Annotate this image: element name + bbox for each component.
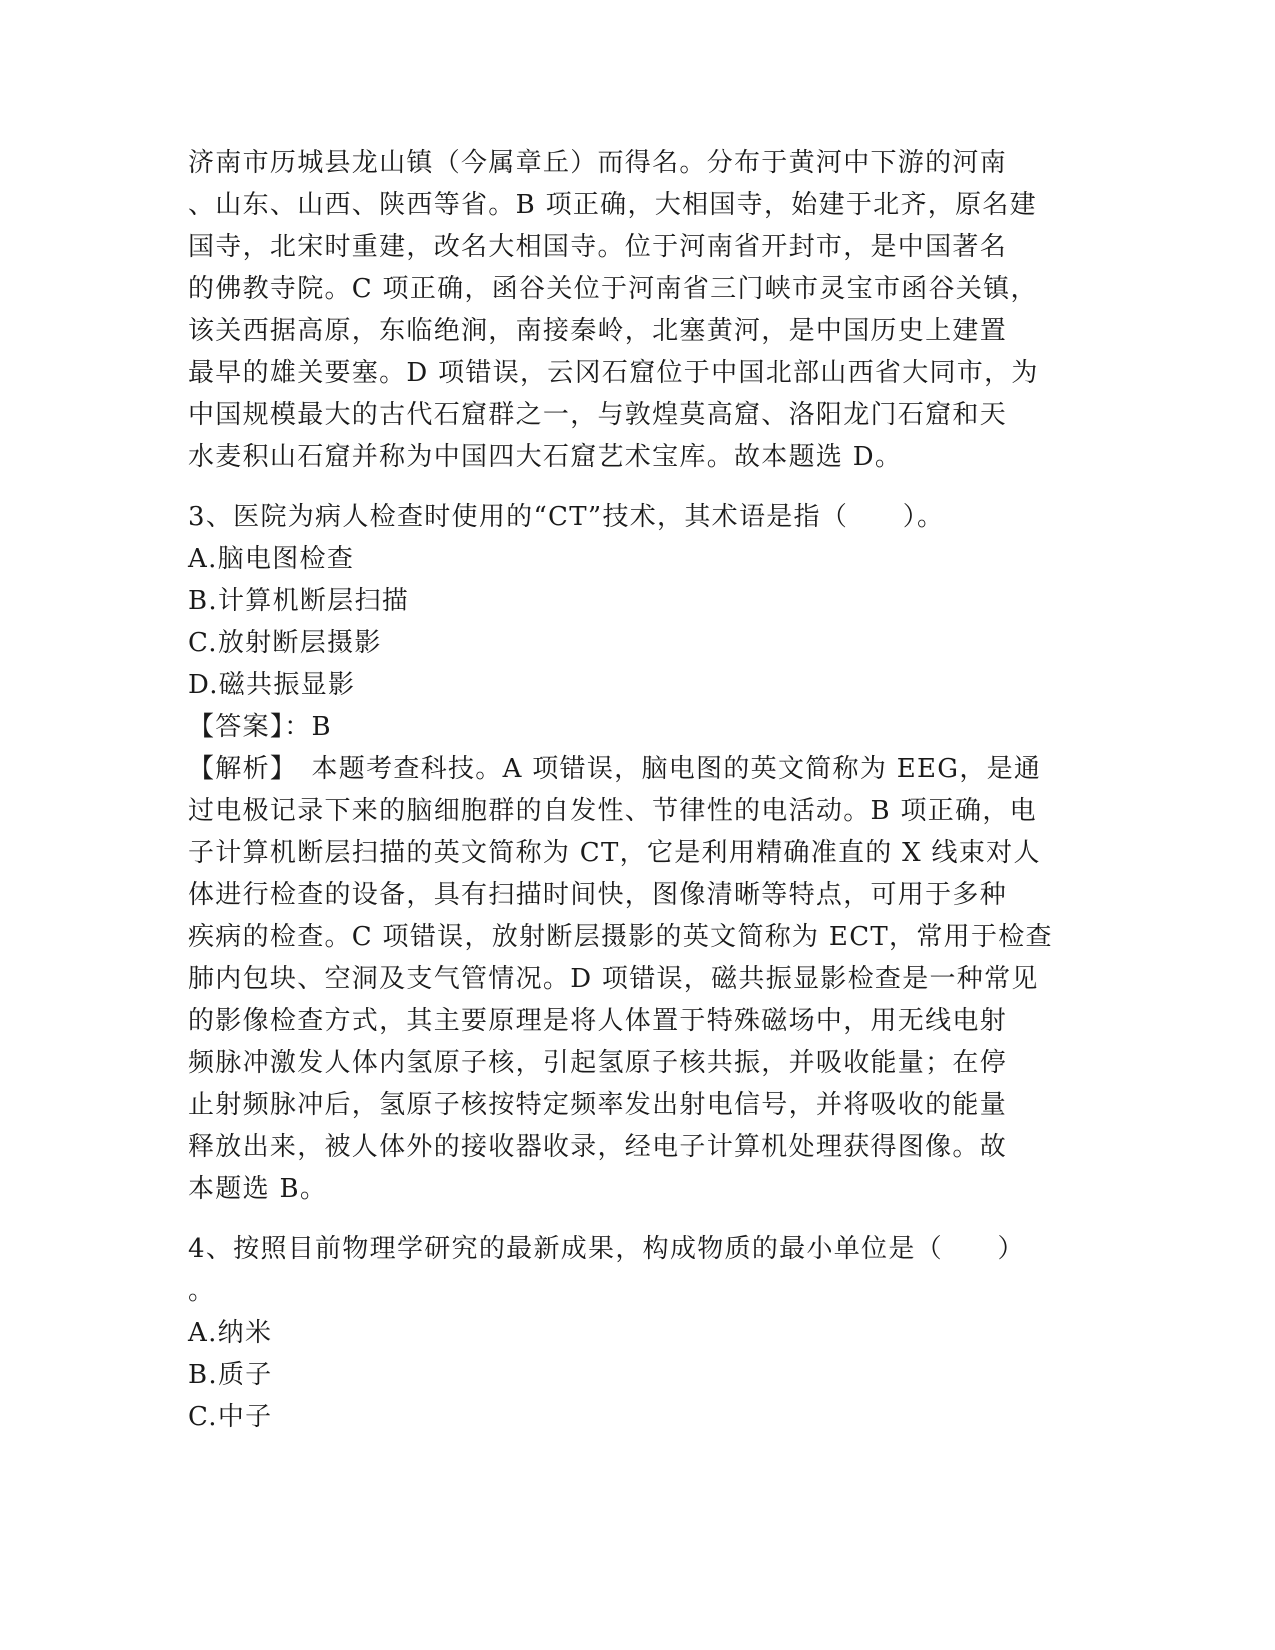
question-3-option-d: D.磁共振显影 [188, 670, 356, 700]
question-3-analysis-line: 止射频脉冲后，氢原子核按特定频率发出射电信号，并将吸收的能量 [188, 1090, 1008, 1120]
explanation-line: 最早的雄关要塞。D 项错误，云冈石窟位于中国北部山西省大同市，为 [188, 358, 1039, 388]
question-4-option-b: B.质子 [188, 1360, 273, 1390]
question-3-option-a: A.脑电图检查 [188, 544, 355, 574]
explanation-line: 、山东、山西、陕西等省。B 项正确，大相国寺，始建于北齐，原名建 [188, 190, 1037, 220]
explanation-line: 该关西据高原，东临绝涧，南接秦岭，北塞黄河，是中国历史上建置 [188, 316, 1008, 346]
explanation-line: 水麦积山石窟并称为中国四大石窟艺术宝库。故本题选 D。 [188, 442, 903, 472]
question-3-analysis-line: 释放出来，被人体外的接收器收录，经电子计算机处理获得图像。故 [188, 1132, 1008, 1162]
question-4-stem: 4、按照目前物理学研究的最新成果，构成物质的最小单位是（ ） [188, 1234, 1025, 1264]
explanation-line: 的佛教寺院。C 项正确，函谷关位于河南省三门峡市灵宝市函谷关镇， [188, 274, 1038, 304]
question-3-analysis-line: 频脉冲激发人体内氢原子核，引起氢原子核共振，并吸收能量；在停 [188, 1048, 1008, 1078]
question-3-analysis-line: 的影像检查方式，其主要原理是将人体置于特殊磁场中，用无线电射 [188, 1006, 1008, 1036]
explanation-line: 中国规模最大的古代石窟群之一，与敦煌莫高窟、洛阳龙门石窟和天 [188, 400, 1008, 430]
question-3-analysis-line: 体进行检查的设备，具有扫描时间快，图像清晰等特点，可用于多种 [188, 880, 1008, 910]
question-4-option-c: C.中子 [188, 1402, 273, 1432]
question-3-analysis-line: 本题选 B。 [188, 1174, 328, 1204]
question-3-analysis-line: 肺内包块、空洞及支气管情况。D 项错误，磁共振显影检查是一种常见 [188, 964, 1039, 994]
question-3-analysis-line: 过电极记录下来的脑细胞群的自发性、节律性的电活动。B 项正确，电 [188, 796, 1037, 826]
explanation-line: 国寺，北宋时重建，改名大相国寺。位于河南省开封市，是中国著名 [188, 232, 1008, 262]
question-4-option-a: A.纳米 [188, 1318, 273, 1348]
question-3-stem: 3、医院为病人检查时使用的“CT”技术，其术语是指（ ）。 [188, 502, 945, 532]
question-4-stem-continuation: 。 [188, 1276, 216, 1306]
explanation-line: 济南市历城县龙山镇（今属章丘）而得名。分布于黄河中下游的河南 [188, 148, 1008, 178]
question-3-analysis-line: 子计算机断层扫描的英文简称为 CT，它是利用精确准直的 X 线束对人 [188, 838, 1041, 868]
question-3-answer: 【答案】：B [188, 712, 332, 742]
question-3-analysis-line: 疾病的检查。C 项错误，放射断层摄影的英文简称为 ECT，常用于检查 [188, 922, 1053, 952]
question-3-option-b: B.计算机断层扫描 [188, 586, 410, 616]
question-3-analysis-line: 【解析】 本题考查科技。A 项错误，脑电图的英文简称为 EEG，是通 [188, 754, 1042, 784]
question-3-option-c: C.放射断层摄影 [188, 628, 382, 658]
